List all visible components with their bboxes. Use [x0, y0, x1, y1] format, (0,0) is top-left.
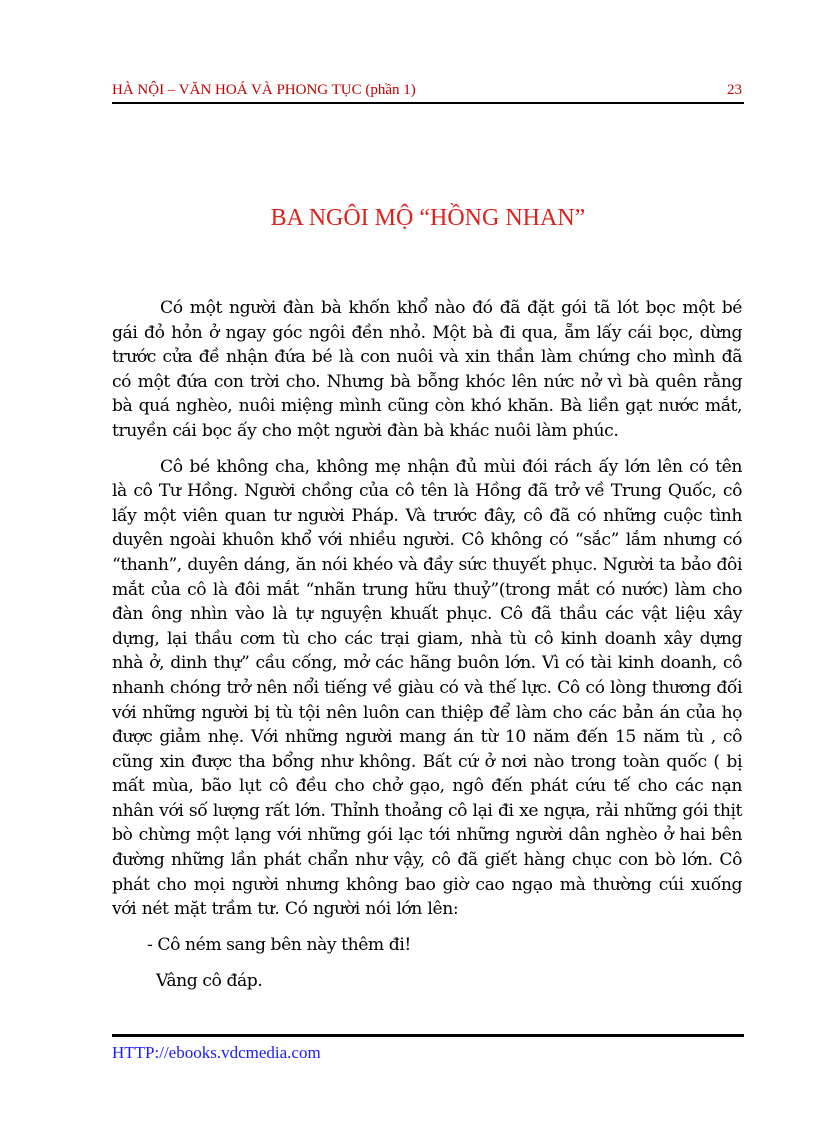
footer-divider: [112, 1034, 744, 1037]
body-text: [112, 296, 742, 994]
dialogue-line-2: Vâng cô đáp.: [156, 971, 263, 992]
footer-website-link[interactable]: HTTP://ebooks.vdcmedia.com: [112, 1043, 321, 1062]
page-number: 23: [727, 82, 742, 98]
running-header-title: HÀ NỘI – VĂN HOÁ VÀ PHONG TỤC (phần 1): [112, 82, 416, 98]
chapter-title: BA NGÔI MỘ “HỒNG NHAN”: [270, 205, 586, 231]
page-header: [112, 80, 744, 104]
header-divider: [112, 102, 744, 104]
paragraph-2: Cô bé không cha, không mẹ nhận đủ mùi đói rách ấy lớn lên có tên là cô Tư Hồng. Người chồng của cô tên là Hồng đã trở về Trung Quốc, cô lấy một viên quan tư người Pháp. Và trước đây, cô đã có những cuộc tình duyên ngoài khuôn khổ với nhiều người. Cô không có “sắc” lắm nhưng có “thanh”, duyên dáng, ăn nói khéo và đầy sức thuyết phục. Người ta bảo đôi mắt của cô là đôi mắt “nhãn trung hữu thuỷ”(trong mắt có nước) làm cho đàn ông nhìn vào là tự nguyện khuất phục. Cô đã thầu các vật liệu xây dựng, lại thầu cơm tù cho các trại giam, nhà tù cô kinh doanh xây dựng nhà ở, dinh thự” cầu cống, mở các hãng buôn lớn. Vì có tài kinh doanh, cô nhanh chóng trở nên nổi tiếng về giàu có và thế lực. Cô có lòng thương đối với những người bị tù tội nên luôn can thiệp để làm cho các bản án của họ được giảm nhẹ. Với những người mang án từ 10 năm đến 15 năm tù , cô cũng xin được tha bổng như không. Bất cứ ở nơi nào trong toàn quốc ( bị mất mùa, bão lụt cô đều cho chở gạo, ngô đến phát cứu tế cho các nạn nhân với số lượng rất lớn. Thỉnh thoảng cô lại đi xe ngựa, rải những gói thịt bò chừng một lạng với những gói lạc tới những người dân nghèo ở hai bên đường những lần phát chẩn như vậy, cô đã giết hàng chục con bò lớn. Cô phát cho mọi người nhưng không bao giờ cao ngạo mà thường cúi xuống với nét mặt trầm tư. Có người nói lớn lên:: [112, 456, 742, 920]
dialogue-line-1: - Cô ném sang bên này thêm đi!: [147, 934, 411, 955]
paragraph-1: Có một người đàn bà khốn khổ nào đó đã đặt gói tã lót bọc một bé gái đỏ hỏn ở ngay góc ngôi đền nhỏ. Một bà đi qua, ẵm lấy cái bọc, dừng trước cửa đề nhận đứa bé là con nuôi và xin thần làm chứng cho mình đã có một đứa con trời cho. Nhưng bà bỗng khóc lên nức nở vì bà quên rằng bà quá nghèo, nuôi miệng mình cũng còn khó khăn. Bà liền gạt nước mắt, truyền cái bọc ấy cho một người đàn bà khác nuôi làm phúc.: [112, 298, 742, 441]
